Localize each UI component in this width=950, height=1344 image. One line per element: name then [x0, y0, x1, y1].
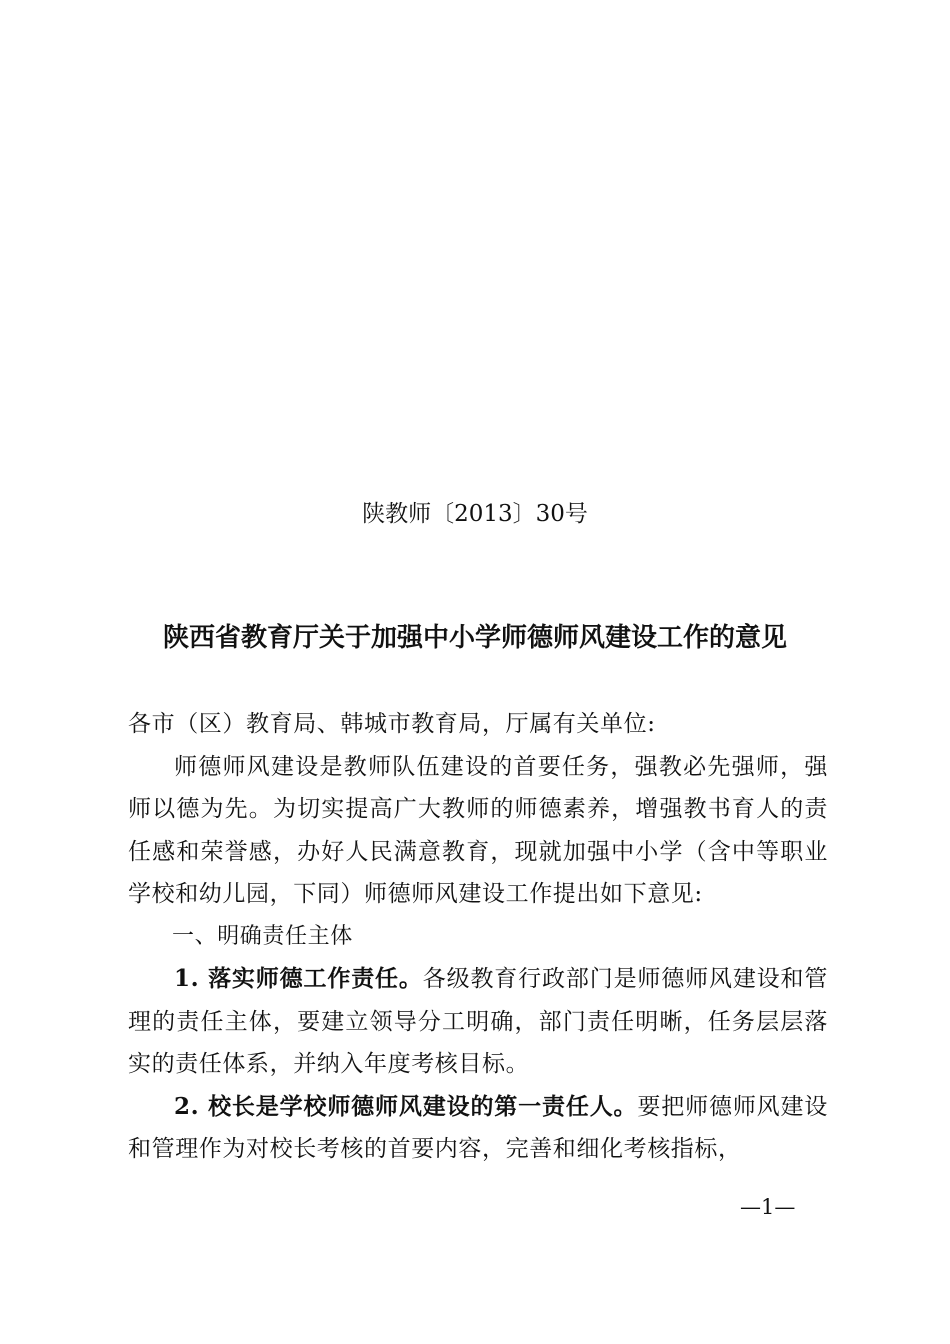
- document-title: 陕西省教育厅关于加强中小学师德师风建设工作的意见: [162, 623, 787, 653]
- item-2-text: 要把师德师风建设和管理作为对校长考核的首要内容，完善和细化考核指标，: [128, 1093, 828, 1162]
- item-1-lead: 1. 落实师德工作责任。: [174, 965, 423, 992]
- document-number: 陕教师〔2013〕30号: [362, 501, 588, 527]
- item-2-lead: 2. 校长是学校师德师风建设的第一责任人。: [174, 1092, 638, 1120]
- page-number: —1—: [740, 1195, 796, 1219]
- document-body: [128, 703, 828, 1171]
- item-2-paragraph: [128, 1086, 828, 1171]
- intro-paragraph: 师德师风建设是教师队伍建设的首要任务，强教必先强师，强师以德为先。为切实提高广大教师的师德素养，增强教书育人的责任感和荣誉感，办好人民满意教育，现就加强中小学（含中等职业学校和幼儿园，下同）师德师风建设工作提出如下意见:: [128, 753, 828, 907]
- section-heading: 一、明确责任主体: [172, 923, 353, 949]
- item-1-text: 各级教育行政部门是师德师风建设和管理的责任主体，要建立领导分工明确，部门责任明晰，任务层层落实的责任体系，并纳入年度考核目标。: [128, 966, 828, 1077]
- salutation: 各市（区）教育局、韩城市教育局，厅属有关单位:: [128, 711, 656, 737]
- item-1-paragraph: [128, 958, 828, 1086]
